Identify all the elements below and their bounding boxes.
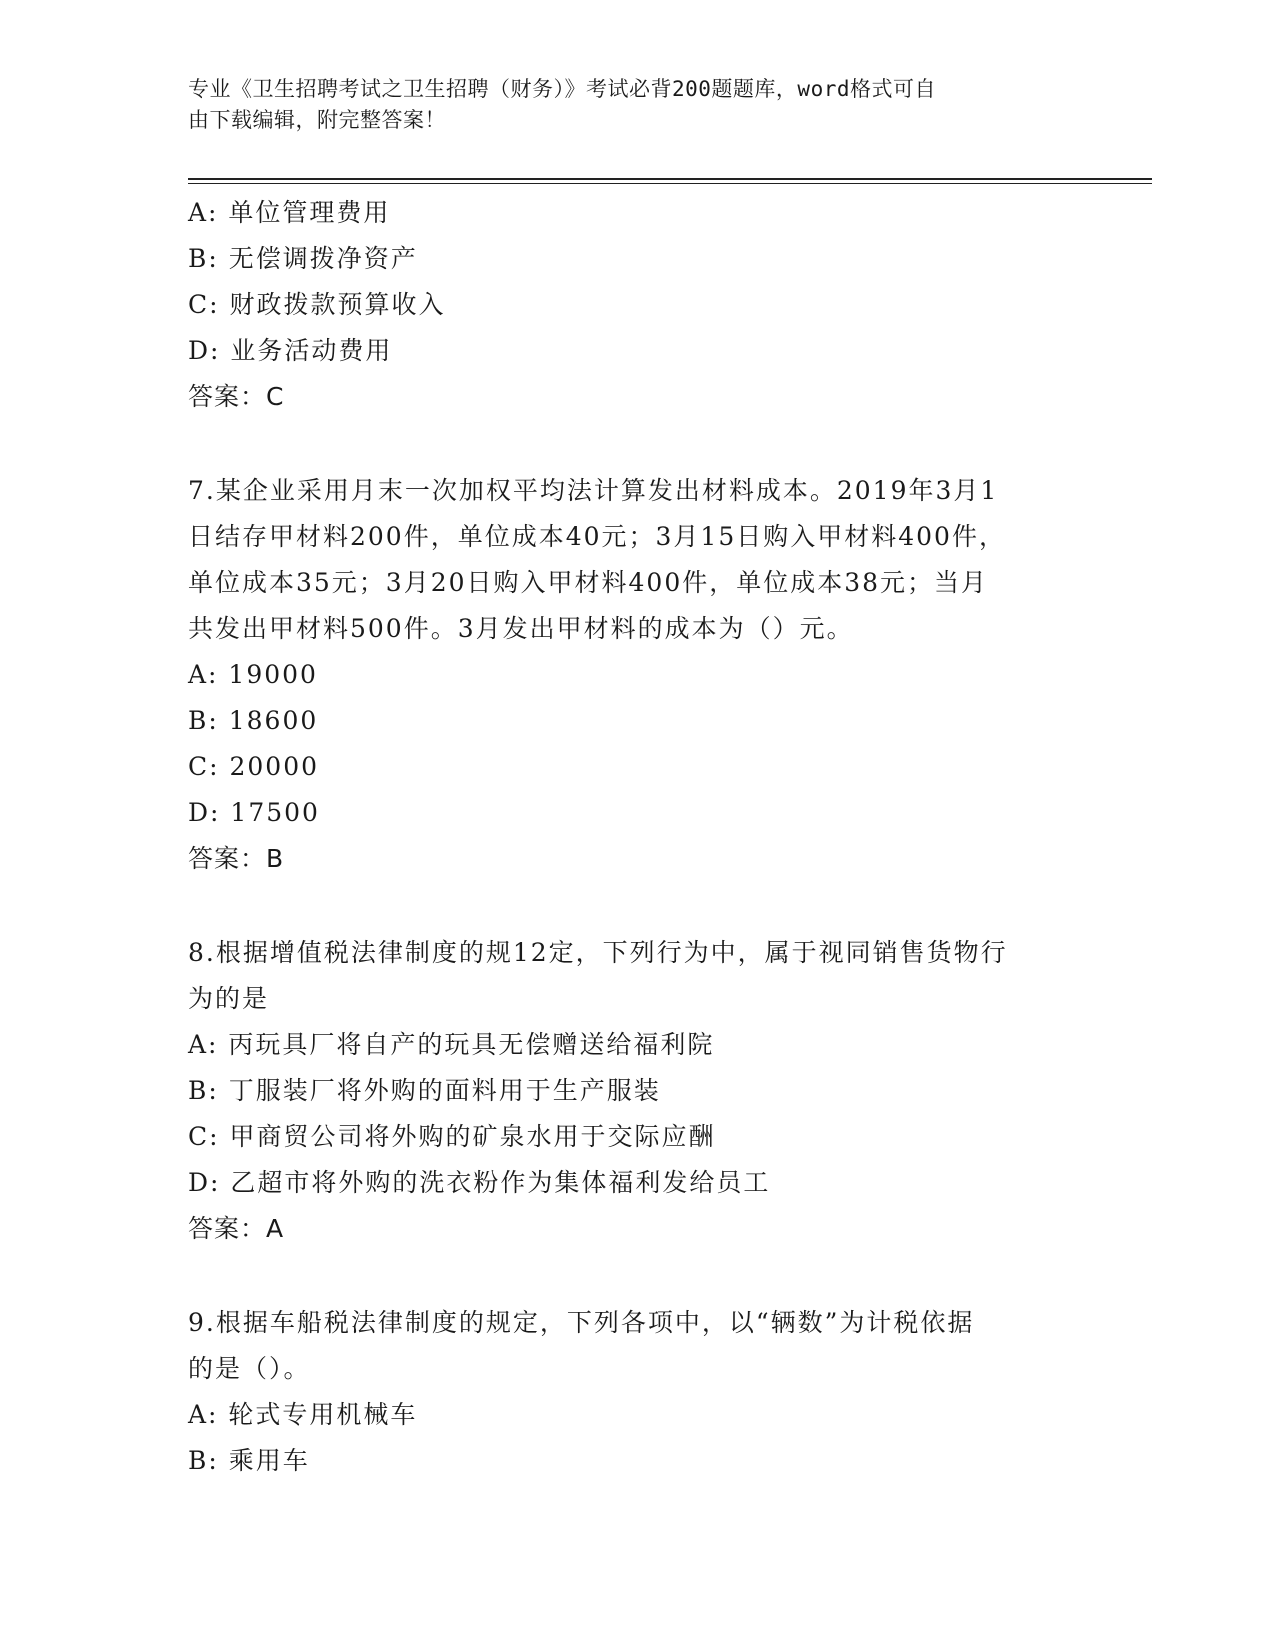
option-a: A: 轮式专用机械车 (188, 1400, 418, 1429)
option-b: B: 丁服装厂将外购的面料用于生产服装 (188, 1076, 661, 1105)
question-line: 的是（）。 (188, 1354, 311, 1383)
option-c: C: 20000 (188, 752, 320, 781)
header-divider (188, 178, 1152, 180)
option-a: A: 丙玩具厂将自产的玩具无偿赠送给福利院 (188, 1030, 715, 1059)
previous-question (188, 190, 1088, 420)
option-d: D: 业务活动费用 (188, 336, 393, 365)
option-a: A: 单位管理费用 (188, 198, 391, 227)
header-line: 由下载编辑，附完整答案！ (188, 108, 446, 132)
header-line: 专业《卫生招聘考试之卫生招聘（财务）》考试必背200题题库，word格式可自 (188, 77, 936, 101)
option-b: B: 乘用车 (188, 1446, 310, 1475)
question-line: 单位成本35元；3月20日购入甲材料400件，单位成本38元；当月 (188, 568, 989, 597)
option-b: B: 无偿调拨净资产 (188, 244, 418, 273)
option-a: A: 19000 (188, 660, 318, 689)
option-d: D: 17500 (188, 798, 320, 827)
question-line: 为的是 (188, 984, 270, 1013)
header-divider-thin (188, 183, 1152, 184)
answer: 答案：A (188, 1214, 285, 1243)
document-header (188, 74, 1068, 136)
question-text (188, 930, 1088, 1022)
question-line: 7.某企业采用月末一次加权平均法计算发出材料成本。2019年3月1 (188, 476, 999, 505)
question-9 (188, 1300, 1088, 1484)
question-8 (188, 930, 1088, 1252)
question-text (188, 468, 1088, 652)
question-line: 日结存甲材料200件，单位成本40元；3月15日购入甲材料400件， (188, 522, 1006, 551)
question-text (188, 1300, 1088, 1392)
question-7 (188, 468, 1088, 882)
answer: 答案：B (188, 844, 285, 873)
question-line: 9.根据车船税法律制度的规定，下列各项中，以“辆数”为计税依据 (188, 1308, 975, 1337)
option-d: D: 乙超市将外购的洗衣粉作为集体福利发给员工 (188, 1168, 771, 1197)
option-b: B: 18600 (188, 706, 319, 735)
option-c: C: 甲商贸公司将外购的矿泉水用于交际应酬 (188, 1122, 716, 1151)
answer: 答案：C (188, 382, 285, 411)
question-line: 8.根据增值税法律制度的规12定，下列行为中，属于视同销售货物行 (188, 938, 1008, 967)
option-c: C: 财政拨款预算收入 (188, 290, 446, 319)
document-body (188, 190, 1088, 1484)
question-line: 共发出甲材料500件。3月发出甲材料的成本为（）元。 (188, 614, 854, 643)
